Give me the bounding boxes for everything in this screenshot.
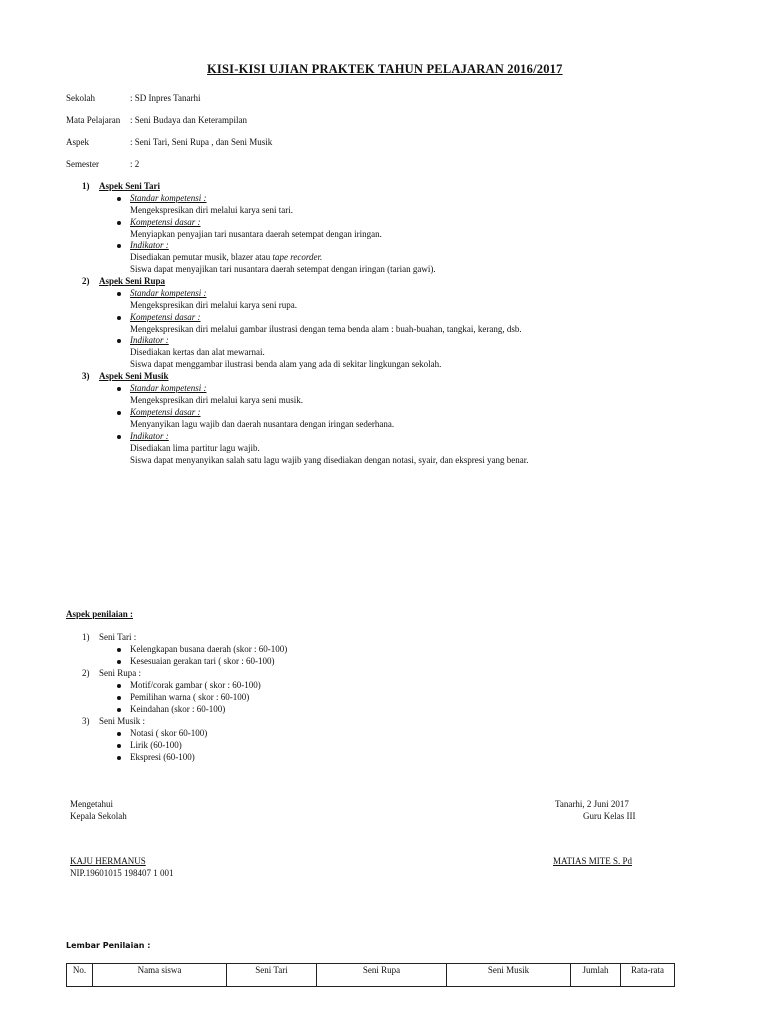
sk-text: Mengekspresikan diri melalui karya seni rupa. bbox=[130, 300, 297, 310]
sign-left-line1: Mengetahui bbox=[70, 799, 113, 809]
sign-left-line2: Kepala Sekolah bbox=[70, 811, 127, 821]
page-title: KISI-KISI UJIAN PRAKTEK TAHUN PELAJARAN 2016/2017 bbox=[207, 62, 563, 76]
score-table bbox=[66, 963, 675, 987]
criteria-item: Kesesuaian gerakan tari ( skor : 60-100) bbox=[130, 656, 275, 666]
info-value-aspek: : Seni Tari, Seni Rupa , dan Seni Musik bbox=[130, 137, 273, 147]
sk-text: Mengekspresikan diri melalui karya seni tari. bbox=[130, 205, 293, 215]
col-no: No. bbox=[67, 964, 93, 987]
indikator-text-1: Disediakan lima partitur lagu wajib. bbox=[130, 443, 260, 453]
info-value-semester: : 2 bbox=[130, 159, 140, 169]
aspect-title: Aspek Seni Tari bbox=[99, 181, 161, 191]
aspect-number: 1) bbox=[82, 181, 90, 191]
indikator-text-2: Siswa dapat menyanyikan salah satu lagu wajib yang disediakan dengan notasi, syair, dan ekspresi yang benar. bbox=[130, 455, 529, 465]
group-title: Seni Tari : bbox=[99, 632, 137, 642]
criteria-item: Ekspresi (60-100) bbox=[130, 752, 195, 762]
bullet-icon bbox=[117, 292, 121, 296]
criteria-item: Notasi ( skor 60-100) bbox=[130, 728, 208, 738]
kd-text: Mengekspresikan diri melalui gambar ilustrasi dengan tema benda alam : buah-buahan, tangkai, kerang, dsb. bbox=[130, 324, 522, 334]
group-title: Seni Musik : bbox=[99, 716, 146, 726]
aspect-number: 2) bbox=[82, 276, 90, 286]
aspect-title: Aspek Seni Rupa bbox=[99, 276, 166, 286]
indikator-label: Indikator : bbox=[130, 335, 169, 345]
col-rata-rata: Rata-rata bbox=[621, 964, 675, 987]
bullet-icon bbox=[117, 756, 121, 760]
bullet-icon bbox=[117, 197, 121, 201]
bullet-icon bbox=[117, 684, 121, 688]
aspect-title: Aspek Seni Musik bbox=[99, 371, 169, 381]
bullet-icon bbox=[117, 744, 121, 748]
bullet-icon bbox=[117, 316, 121, 320]
principal-name: KAJU HERMANUS bbox=[70, 856, 146, 866]
penilaian-heading: Aspek penilaian : bbox=[66, 609, 134, 619]
indikator-label: Indikator : bbox=[130, 240, 169, 250]
info-value-mapel: : Seni Budaya dan Keterampilan bbox=[130, 115, 247, 125]
sign-date: Tanarhi, 2 Juni 2017 bbox=[555, 799, 629, 809]
criteria-item: Motif/corak gambar ( skor : 60-100) bbox=[130, 680, 261, 690]
indikator-text-1: Disediakan kertas dan alat mewarnai. bbox=[130, 347, 265, 357]
indikator-text-1: Disediakan pemutar musik, blazer atau tape recorder. bbox=[130, 252, 323, 262]
indikator-text-2: Siswa dapat menyajikan tari nusantara daerah setempat dengan iringan (tarian gawi). bbox=[130, 264, 436, 274]
bullet-icon bbox=[117, 339, 121, 343]
principal-nip: NIP.19601015 198407 1 001 bbox=[70, 868, 174, 878]
col-jumlah: Jumlah bbox=[571, 964, 621, 987]
indikator-label: Indikator : bbox=[130, 431, 169, 441]
col-seni-musik: Seni Musik bbox=[447, 964, 571, 987]
info-value-sekolah: : SD Inpres Tanarhi bbox=[130, 93, 201, 103]
kd-text: Menyiapkan penyajian tari nusantara daerah setempat dengan iringan. bbox=[130, 229, 382, 239]
bullet-icon bbox=[117, 435, 121, 439]
bullet-icon bbox=[117, 660, 121, 664]
criteria-item: Lirik (60-100) bbox=[130, 740, 182, 750]
group-number: 1) bbox=[82, 632, 90, 642]
bullet-icon bbox=[117, 411, 121, 415]
col-seni-rupa: Seni Rupa bbox=[317, 964, 447, 987]
kd-label: Kompetensi dasar : bbox=[130, 407, 201, 417]
criteria-item: Kelengkapan busana daerah (skor : 60-100) bbox=[130, 644, 288, 654]
lembar-heading: Lembar Penilaian : bbox=[66, 941, 151, 950]
kd-label: Kompetensi dasar : bbox=[130, 312, 201, 322]
sk-label: Standar kompetensi : bbox=[130, 193, 207, 203]
bullet-icon bbox=[117, 732, 121, 736]
criteria-item: Keindahan (skor : 60-100) bbox=[130, 704, 226, 714]
table-header-row bbox=[67, 964, 675, 987]
group-number: 3) bbox=[82, 716, 90, 726]
sk-label: Standar kompetensi : bbox=[130, 288, 207, 298]
group-number: 2) bbox=[82, 668, 90, 678]
bullet-icon bbox=[117, 648, 121, 652]
sk-label: Standar kompetensi : bbox=[130, 383, 207, 393]
teacher-name: MATIAS MITE S. Pd bbox=[553, 856, 633, 866]
criteria-item: Pemilihan warna ( skor : 60-100) bbox=[130, 692, 250, 702]
bullet-icon bbox=[117, 221, 121, 225]
bullet-icon bbox=[117, 387, 121, 391]
bullet-icon bbox=[117, 708, 121, 712]
indikator-text-2: Siswa dapat menggambar ilustrasi benda alam yang ada di sekitar lingkungan sekolah. bbox=[130, 359, 442, 369]
col-nama-siswa: Nama siswa bbox=[93, 964, 227, 987]
kd-text: Menyanyikan lagu wajib dan daerah nusantara dengan iringan sederhana. bbox=[130, 419, 395, 429]
aspect-number: 3) bbox=[82, 371, 90, 381]
info-label-aspek: Aspek bbox=[66, 137, 89, 147]
kd-label: Kompetensi dasar : bbox=[130, 217, 201, 227]
col-seni-tari: Seni Tari bbox=[227, 964, 317, 987]
sign-right-role: Guru Kelas III bbox=[583, 811, 636, 821]
group-title: Seni Rupa : bbox=[99, 668, 141, 678]
bullet-icon bbox=[117, 244, 121, 248]
info-label-sekolah: Sekolah bbox=[66, 93, 95, 103]
info-label-mapel: Mata Pelajaran bbox=[66, 115, 121, 125]
bullet-icon bbox=[117, 696, 121, 700]
info-label-semester: Semester bbox=[66, 159, 99, 169]
sk-text: Mengekspresikan diri melalui karya seni musik. bbox=[130, 395, 303, 405]
